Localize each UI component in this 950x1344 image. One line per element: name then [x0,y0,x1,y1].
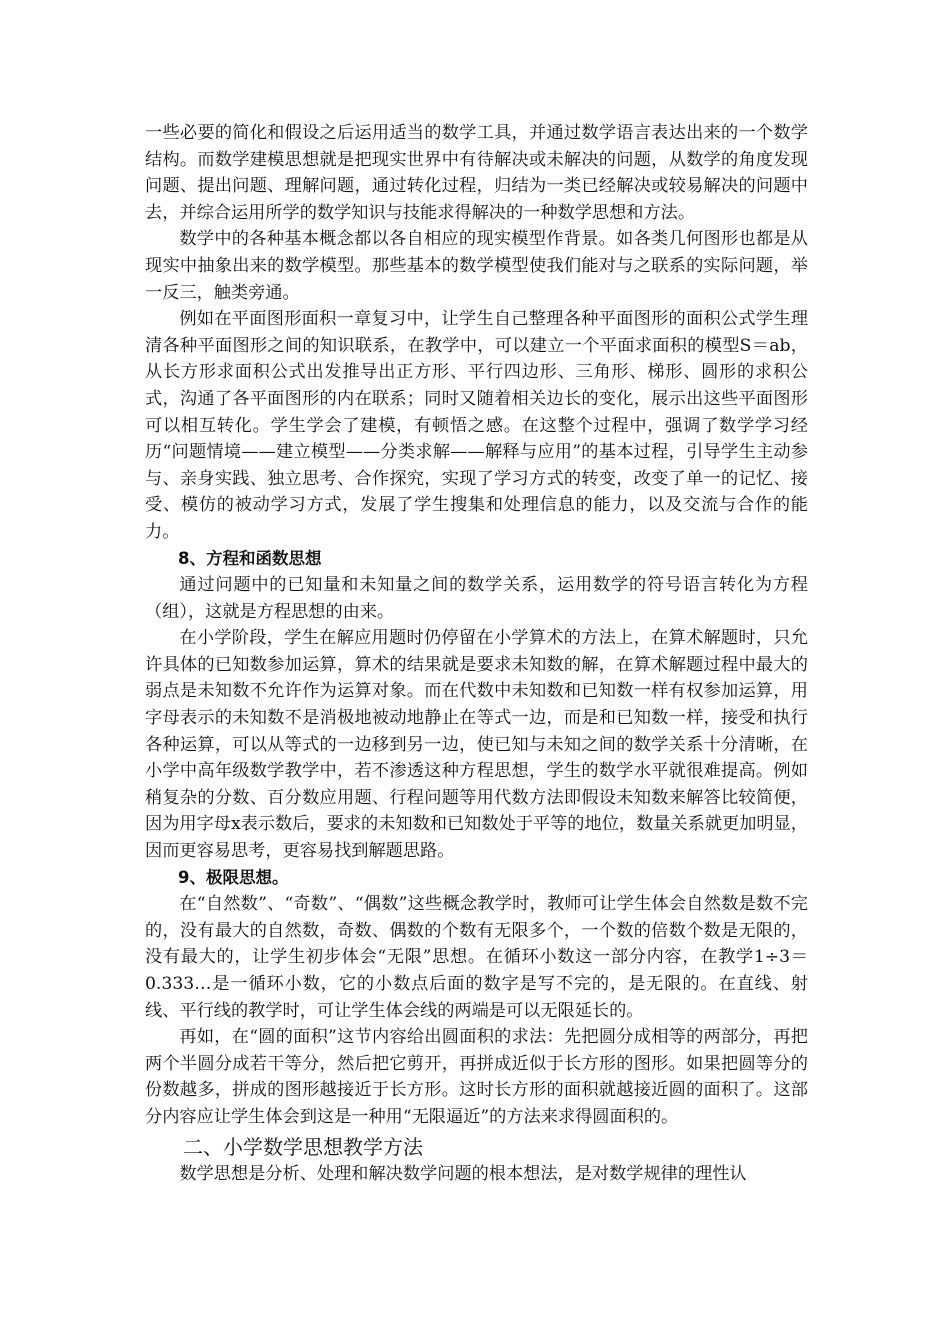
paragraph-modeling-definition: 一些必要的简化和假设之后运用适当的数学工具，并通过数学语言表达出来的一个数学结构。而数学建模思想就是把现实世界中有待解决或未解决的问题，从数学的角度发现问题、提出问题、理解问题，通过转化过程，归结为一类已经解决或较易解决的问题中去，并综合运用所学的数学知识与技能求得解决的一种数学思想和方法。 [145,123,808,223]
section-heading-limit-thinking: 9、极限思想。 [178,867,289,887]
paragraph-math-thinking-definition: 数学思想是分析、处理和解决数学问题的根本想法，是对数学规律的理性认 [179,1163,747,1184]
paragraph-circle-area: 再如，在“圆的面积”这节内容给出圆面积的求法：先把圆分成相等的两部分，再把两个半圆分成若干等分，然后把它剪开，再拼成近似于长方形的图形。如果把圆等分的份数越多，拼成的图形越接近于长方形。这时长方形的面积就越接近圆的面积了。这部分内容应让学生体会到这是一种用“无限逼近”的方法来求得圆面积的。 [145,1027,808,1127]
document-body [145,120,808,1187]
paragraph-equation-origin: 通过问题中的已知量和未知量之间的数学关系，运用数学的符号语言转化为方程（组），这就是方程思想的由来。 [145,575,808,622]
section-heading-equation-function: 8、方程和函数思想 [178,548,322,568]
paragraph-infinite-concepts: 在“自然数”、“奇数”、“偶数”这些概念教学时，教师可让学生体会自然数是数不完的，没有最大的自然数，奇数、偶数的个数有无限多个，一个数的倍数个数是无限的，没有最大的，让学生初步体会“无限”思想。在循环小数这一部分内容，在教学1÷3＝0.333…是一循环小数，它的小数点后面的数字是写不完的，是无限的。在直线、射线、平行线的教学时，可让学生体会线的两端是可以无限延长的。 [145,894,808,1021]
chapter-heading-teaching-methods: 二、小学数学思想教学方法 [183,1134,423,1159]
paragraph-basic-models: 数学中的各种基本概念都以各自相应的现实模型作背景。如各类几何图形也都是从现实中抽象出来的数学模型。那些基本的数学模型使我们能对与之联系的实际问题，举一反三，触类旁通。 [145,229,808,303]
paragraph-equation-teaching: 在小学阶段，学生在解应用题时仍停留在小学算术的方法上，在算术解题时，只允许具体的已知数参加运算，算术的结果就是要求未知数的解，在算术解题过程中最大的弱点是未知数不允许作为运算对象。而在代数中未知数和已知数一样有权参加运算，用字母表示的未知数不是消极地被动地静止在等式一边，而是和已知数一样，接受和执行各种运算，可以从等式的一边移到另一边，使已知与未知之间的数学关系十分清晰，在小学中高年级数学教学中，若不渗透这种方程思想，学生的数学水平就很难提高。例如稍复杂的分数、百分数应用题、行程问题等用代数方法即假设未知数来解答比较简便，因为用字母x表示数后，要求的未知数和已知数处于平等的地位，数量关系就更加明显，因而更容易思考，更容易找到解题思路。 [145,628,808,862]
paragraph-area-example: 例如在平面图形面积一章复习中，让学生自己整理各种平面图形的面积公式学生理清各种平面图形之间的知识联系，在教学中，可以建立一个平面求面积的模型S＝ab，从长方形求面积公式出发推导出正方形、平行四边形、三角形、梯形、圆形的求积公式，沟通了各平面图形的内在联系；同时又随着相关边长的变化，展示出这些平面图形可以相互转化。学生学会了建模，有顿悟之感。在这整个过程中，强调了数学学习经历“问题情境——建立模型——分类求解——解释与应用”的基本过程，引导学生主动参与、亲身实践、独立思考、合作探究，实现了学习方式的转变，改变了单一的记忆、接受、模仿的被动学习方式，发展了学生搜集和处理信息的能力，以及交流与合作的能力。 [145,309,808,542]
